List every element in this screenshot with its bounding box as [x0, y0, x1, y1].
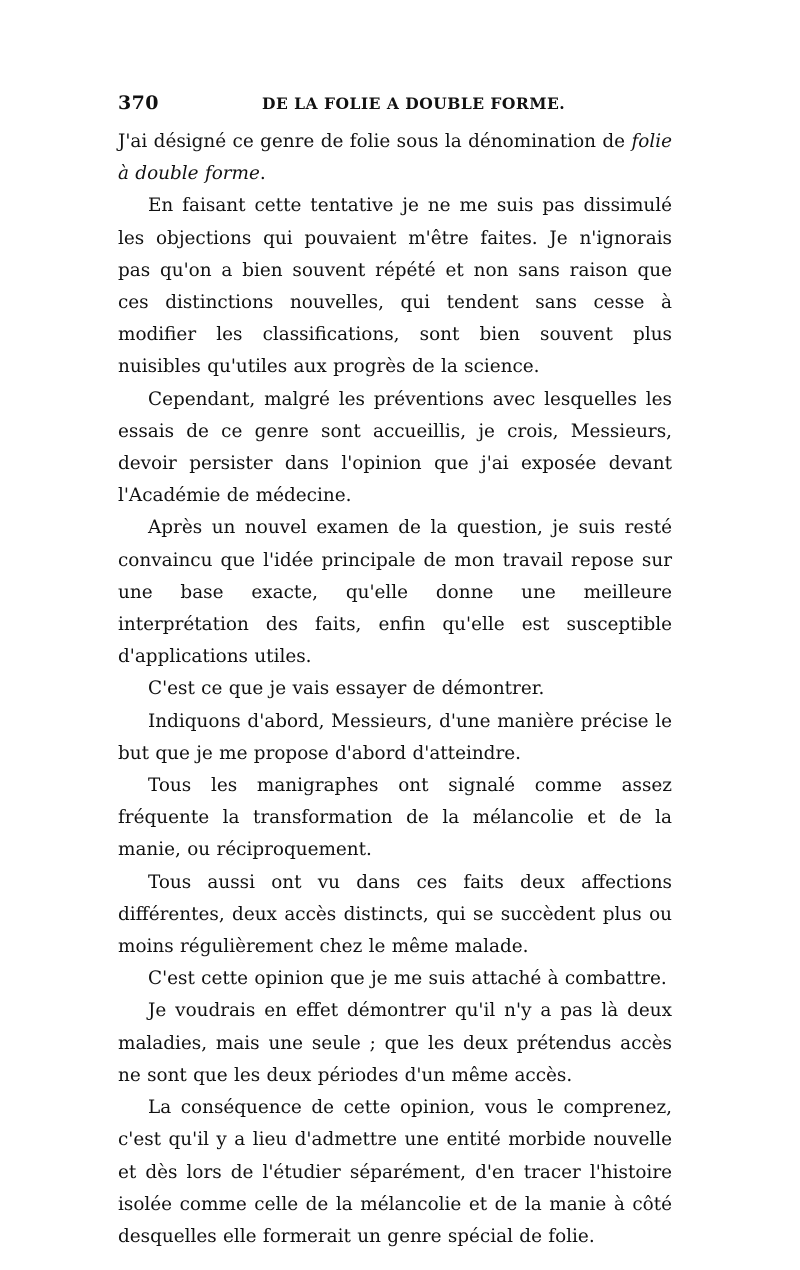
paragraph: Cependant, malgré les préventions avec lesquelles les essais de ce genre sont accueillis, je crois, Messieurs, devoir persister dans l'opinion que j'ai exposée devant l'Académie de médecine.: [118, 388, 672, 507]
paragraph: [118, 126, 672, 190]
body-text: [118, 126, 672, 1253]
paragraph: Après un nouvel examen de la question, je suis resté convaincu que l'idée principale de mon travail repose sur une base exacte, qu'elle donne une meilleure interprétation des faits, enfin qu'elle est susceptible d'applications utiles.: [118, 517, 672, 668]
paragraph-text: J'ai désigné ce genre de folie sous la dénomination de: [118, 131, 632, 152]
running-title: DE LA FOLIE A DOUBLE FORME.: [262, 94, 566, 113]
paragraph: La conséquence de cette opinion, vous le comprenez, c'est qu'il y a lieu d'admettre une entité morbide nouvelle et dès lors de l'étudier séparément, d'en tracer l'histoire isolée comme celle de la mélancolie et de la manie à côté desquelles elle formerait un genre spécial de folie.: [118, 1097, 672, 1247]
paragraph: En faisant cette tentative je ne me suis pas dissimulé les objections qui pouvaient m'être faites. Je n'ignorais pas qu'on a bien souvent répété et non sans raison que ces distinctions nouvelles, qui tendent sans cesse à modifier les classifications, sont bien souvent plus nuisibles qu'utiles aux progrès de la science.: [118, 195, 672, 378]
paragraph: C'est cette opinion que je me suis attaché à combattre.: [148, 968, 667, 990]
paragraph: C'est ce que je vais essayer de démontrer.: [148, 678, 545, 700]
paragraph: Tous aussi ont vu dans ces faits deux affections différentes, deux accès distincts, qui se succèdent plus ou moins régulièrement chez le même malade.: [118, 871, 672, 958]
paragraph: Indiquons d'abord, Messieurs, d'une manière précise le but que je me propose d'abord d'atteindre.: [118, 710, 672, 764]
page-number: 370: [118, 92, 159, 114]
paragraph: Tous les manigraphes ont signalé comme assez fréquente la transformation de la mélancolie et de la manie, ou réciproquement.: [118, 775, 672, 861]
book-page: [118, 92, 672, 1253]
running-head: [118, 92, 672, 126]
paragraph-text: .: [259, 163, 266, 185]
paragraph: Je voudrais en effet démontrer qu'il n'y a pas là deux maladies, mais une seule ; que les deux prétendus accès ne sont que les deux périodes d'un même accès.: [118, 1000, 672, 1086]
italic-term: folie à double forme: [118, 131, 672, 185]
